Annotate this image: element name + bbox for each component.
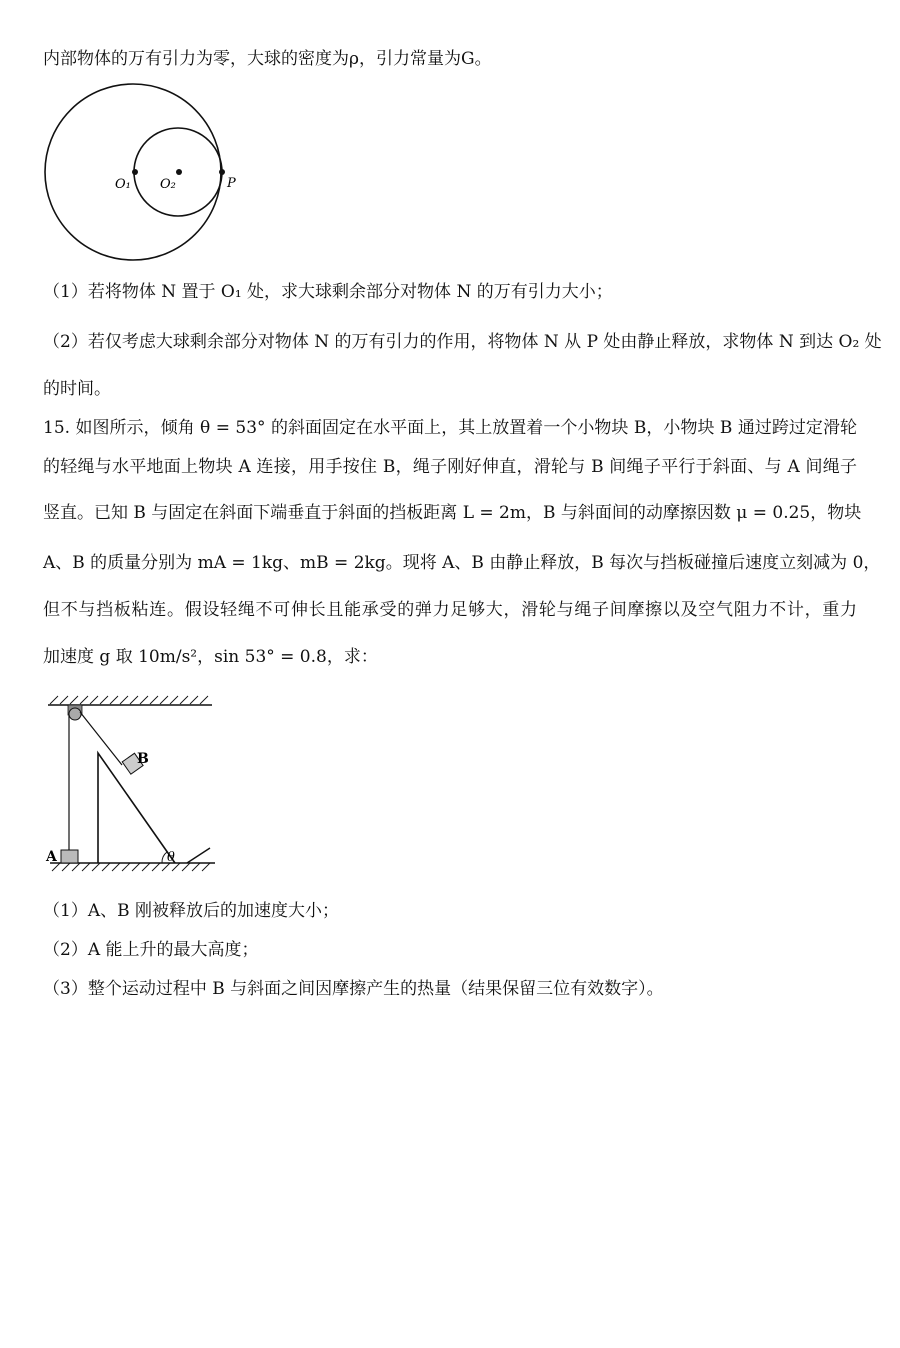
- q15-line3: 竖直。已知 B 与固定在斜面下端垂直于斜面的挡板距离 L = 2m，B 与斜面间的动摩擦因数 μ = 0.25，物块: [43, 503, 862, 523]
- figure-circles: [40, 80, 250, 265]
- point-p: [219, 169, 225, 175]
- stopper-plate: [187, 848, 210, 863]
- q15-line5: 但不与挡板粘连。假设轻绳不可伸长且能承受的弹力足够大，滑轮与绳子间摩擦以及空气阻力不计，重力: [43, 600, 857, 620]
- figure-incline: [40, 695, 225, 880]
- q14-part2-line2: 的时间。: [43, 379, 111, 399]
- label-a: A: [46, 849, 57, 865]
- q15-part2: （2）A 能上升的最大高度；: [43, 940, 259, 960]
- label-theta: θ: [167, 850, 175, 865]
- pulley: [69, 708, 81, 720]
- q15-line1: 15. 如图所示，倾角 θ = 53° 的斜面固定在水平面上，其上放置着一个小物块 B，小物块 B 通过跨过定滑轮: [43, 418, 857, 438]
- intro-line: 内部物体的万有引力为零，大球的密度为ρ，引力常量为G。: [43, 49, 492, 69]
- q15-line2: 的轻绳与水平地面上物块 A 连接，用手按住 B，绳子刚好伸直，滑轮与 B 间绳子平行于斜面、与 A 间绳子: [43, 457, 857, 477]
- q15-line4: A、B 的质量分别为 mA = 1kg、mB = 2kg。现将 A、B 由静止释放，B 每次与挡板碰撞后速度立刻减为 0，: [43, 553, 881, 573]
- q15-part3: （3）整个运动过程中 B 与斜面之间因摩擦产生的热量（结果保留三位有效数字）。: [43, 979, 664, 999]
- label-o2: O₂: [160, 177, 176, 192]
- q14-part2-line1: （2）若仅考虑大球剩余部分对物体 N 的万有引力的作用，将物体 N 从 P 处由静止释放，求物体 N 到达 O₂ 处: [43, 332, 882, 352]
- q15-part1: （1）A、B 刚被释放后的加速度大小；: [43, 901, 339, 921]
- q15-line6: 加速度 g 取 10m/s²，sin 53° = 0.8，求：: [43, 647, 378, 667]
- label-b: B: [137, 751, 149, 767]
- q14-part1: （1）若将物体 N 置于 O₁ 处，求大球剩余部分对物体 N 的万有引力大小；: [43, 282, 613, 302]
- label-p: P: [227, 176, 236, 191]
- label-o1: O₁: [115, 177, 131, 192]
- block-a: [61, 850, 78, 863]
- point-o2: [176, 169, 182, 175]
- point-o1: [132, 169, 138, 175]
